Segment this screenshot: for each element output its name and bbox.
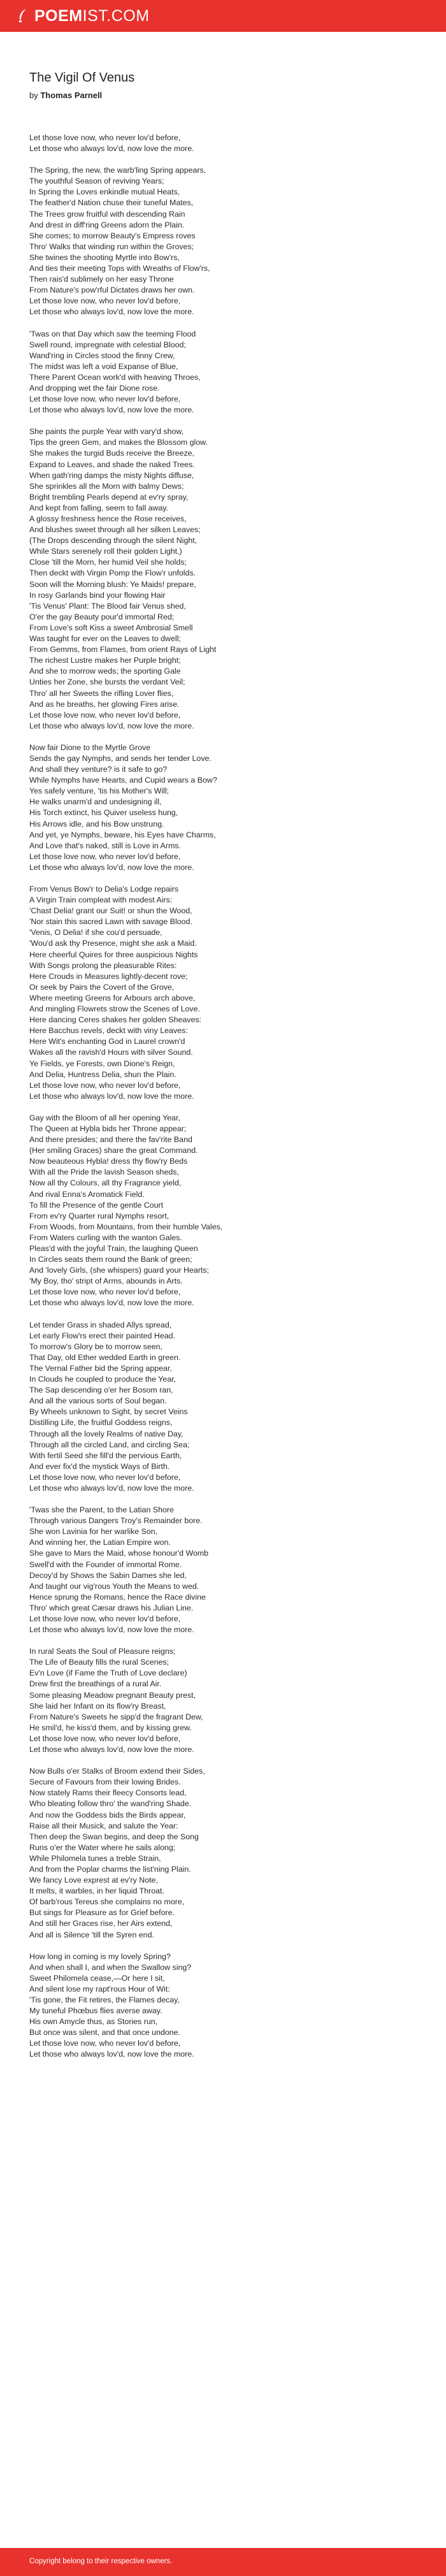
poem-line: She comes; to morrow Beauty's Empress roves (29, 231, 196, 240)
poem-line: The feather'd Nation chuse their tuneful Mates, (29, 198, 194, 208)
poem-line: And drest in diff'ring Greens adorn the Plain. (29, 220, 185, 229)
poem-line: While Stars serenely roll their golden Light,) (29, 547, 182, 556)
poem-line: Was taught for ever on the Leaves to dwell; (29, 634, 181, 644)
poem-line: Let those who always lov'd, now love the more. (29, 1625, 194, 1635)
poem-line: 'My Boy, tho' stript of Arms, abounds in Arts. (29, 1277, 183, 1286)
poem-line: Expand to Leaves, and shade the naked Trees. (29, 459, 195, 469)
logo-text-bold: POEM (34, 7, 83, 25)
poem-line: And blushes sweet through all her silken Leaves; (29, 525, 201, 535)
poem-line: He walks unarm'd and undesigning ill, (29, 797, 162, 807)
poem-line: Gay with the Bloom of all her opening Year, (29, 1113, 180, 1122)
poem-line: And silent lose my rapt'rous Hour of Wit: (29, 1984, 170, 1994)
site-footer (0, 2548, 446, 2576)
poem-line: Let those who always lov'd, now love the more. (29, 1298, 194, 1308)
poem-line: And still her Graces rise, her Airs extend, (29, 1919, 173, 1928)
stanza (29, 742, 412, 873)
quill-pen-icon (17, 8, 29, 24)
poem-line: From Love's soft Kiss a sweet Ambrosial Smell (29, 623, 193, 632)
poem-line: Let tender Grass in shaded Allys spread, (29, 1320, 172, 1329)
poem-line: With fertil Seed she fill'd the pervious Earth, (29, 1451, 182, 1460)
stanza (29, 884, 412, 1102)
poem-line: Where meeting Greens for Arbours arch above, (29, 993, 196, 1002)
poem-line: He smil'd, he kiss'd them, and by kissing grew. (29, 1723, 192, 1732)
poem-line: We fancy Love exprest at ev'ry Note, (29, 1876, 158, 1885)
poem-line: Let early Flow'rs erect their painted Head. (29, 1331, 175, 1340)
poem-line: Ye Fields, ye Forests, own Dione's Reign, (29, 1059, 175, 1068)
poem-line: And when shall I, and when the Swallow sing? (29, 1962, 192, 1972)
poem-line: Distilling Life, the fruitful Goddess reigns, (29, 1418, 173, 1428)
poem-line: Hence sprung the Romans, hence the Race divine (29, 1592, 206, 1602)
poem-line: The Spring, the new, the warb'ling Spring appears, (29, 166, 206, 175)
poem-line: Let those who always lov'd, now love the more. (29, 144, 194, 154)
poem-body (29, 133, 412, 2071)
poem-line: And now the Goddess bids the Birds appear, (29, 1810, 186, 1820)
by-label: by (29, 90, 38, 100)
poem-line: His Torch extinct, his Quiver useless hung, (29, 808, 178, 818)
poem-line: Let those love now, who never lov'd before, (29, 851, 181, 861)
stanza (29, 426, 412, 732)
poem-line: When gath'ring damps the misty Nights diffuse, (29, 470, 194, 480)
poem-line: A Virgin Train compleat with modest Airs: (29, 895, 173, 905)
poem-line: Soon will the Morning blush: Ye Maids! prepare, (29, 579, 196, 589)
poem-line: And from the Poplar charms the list'ning Plain. (29, 1864, 191, 1874)
poem-line: Bright trembling Pearls depend at ev'ry spray, (29, 492, 189, 502)
poem-line: 'Twas she the Parent, to the Latian Shore (29, 1505, 174, 1515)
poem-line: And kept from falling, seem to fall away. (29, 503, 169, 512)
stanza (29, 133, 412, 154)
poem-line: Let those love now, who never lov'd before, (29, 394, 181, 404)
poem-line: Here cheerful Quires for three auspicious Nights (29, 950, 198, 959)
poem-line: Some pleasing Meadow pregnant Beauty prest, (29, 1690, 196, 1700)
poem-line: But sings for Pleasure as for Grief before. (29, 1908, 175, 1918)
site-header (0, 0, 446, 32)
poem-line: From Venus Bow'r to Delia's Lodge repairs (29, 885, 179, 894)
poem-line: And there presides; and there the fav'rite Band (29, 1135, 192, 1145)
stanza (29, 1766, 412, 1941)
poem-line: Sends the gay Nymphs, and sends her tender Love. (29, 753, 212, 763)
poem-line: Here Crouds in Measures lightly-decent rove; (29, 971, 188, 981)
poem-line: Of barb'rous Tereus she complains no more, (29, 1897, 185, 1907)
poem-line: In rural Seats the Soul of Pleasure reigns; (29, 1647, 176, 1656)
poem-line: In Clouds he coupled to produce the Year, (29, 1375, 176, 1384)
poem-line: Through all the circled Land, and circling Sea; (29, 1440, 190, 1449)
poem-line: Now stately Rams their fleecy Consorts lead, (29, 1788, 187, 1798)
poem-line: Then deckt with Virgin Pomp the Flow'r unfolds. (29, 568, 196, 578)
poem-line: And all is Silence 'till the Syren end. (29, 1930, 154, 1939)
poem-line: She paints the purple Year with vary'd show, (29, 427, 184, 437)
poem-line: Through various Dangers Troy's Remainder bore. (29, 1516, 203, 1526)
poem-line: Wakes all the ravish'd Hours with silver Sound. (29, 1048, 193, 1057)
poem-line: 'Venis, O Delia! if she cou'd persuade, (29, 928, 162, 937)
poem-line: It melts, it warbles, in her liquid Throat. (29, 1886, 164, 1896)
author-link[interactable]: Thomas Parnell (40, 90, 103, 100)
poem-line: Through all the lovely Realms of native Day, (29, 1429, 183, 1438)
poem-line: In rosy Garlands bind your flowing Hair (29, 590, 166, 600)
poem-line: Tips the green Gem, and makes the Blossom glow. (29, 438, 208, 447)
poem-line: Runs o'er the Water where he sails along; (29, 1842, 176, 1852)
poem-line: She sprinkles all the Morn with balmy Dews; (29, 481, 184, 491)
stanza (29, 329, 412, 416)
poem-line: Sweet Philomela cease,—Or here I sit, (29, 1973, 165, 1983)
poem-line: With Songs prolong the pleasurable Rites: (29, 960, 177, 970)
poem-line: 'Twas on that Day which saw the teeming Flood (29, 329, 196, 338)
poem-line: Let those who always lov'd, now love the more. (29, 307, 194, 317)
poem-line: Let those love now, who never lov'd before, (29, 133, 181, 142)
poem-line: From Nature's pow'rful Dictates draws her own. (29, 286, 195, 295)
byline (29, 90, 102, 101)
poem-line: And rival Enna's Aromatick Field. (29, 1189, 145, 1199)
poem-line: She makes the turgid Buds receive the Breeze, (29, 449, 194, 458)
poem-line: A glossy freshness hence the Rose receives, (29, 514, 187, 523)
poem-line: She laid her Infant on its flow'ry Breast, (29, 1701, 166, 1711)
poem-line: The Queen at Hybla bids her Throne appear; (29, 1124, 187, 1133)
site-logo[interactable] (17, 7, 150, 25)
poem-line: Or seek by Pairs the Covert of the Grove, (29, 982, 175, 992)
poem-line: And mingling Flowrets strow the Scenes of Love. (29, 1004, 200, 1014)
poem-line: And 'lovely Girls, (she whispers) guard your Hearts; (29, 1266, 209, 1275)
poem-line: And Love that's naked, still is Love in Arms. (29, 841, 181, 850)
logo-text-thin: IST.COM (82, 7, 150, 25)
poem-line: That Day, old Ether wedded Earth in green. (29, 1352, 181, 1362)
poem-line: Thro' which great Cæsar draws his Julian Line. (29, 1603, 194, 1612)
poem-line: The Sap descending o'er her Bosom ran, (29, 1386, 173, 1395)
poem-line: Let those love now, who never lov'd before, (29, 1472, 181, 1482)
poem-line: From Nature's Sweets he sipp'd the fragrant Dew, (29, 1712, 203, 1721)
poem-line: The Life of Beauty fills the rural Scenes; (29, 1658, 169, 1667)
poem-line: Raise all their Musick, and salute the Year: (29, 1821, 178, 1830)
poem-line: 'Tis Venus' Plant: The Blood fair Venus shed, (29, 601, 186, 611)
poem-line: Swell'd with the Founder of immortal Rome. (29, 1559, 182, 1569)
poem-line: And ties their meeting Tops with Wreaths of Flow'rs, (29, 264, 210, 273)
poem-line: Unties her Zone, she bursts the verdant Veil; (29, 677, 185, 687)
poem-line: And shall they venture? is it safe to go? (29, 765, 168, 774)
poem-line: His Arrows idle, and his Bow unstrung. (29, 819, 164, 829)
poem-line: Let those who always lov'd, now love the more. (29, 862, 194, 872)
poem-line: There Parent Ocean work'd with heaving Throes, (29, 372, 201, 382)
poem-line: Thro' all her Sweets the rifling Lover flies, (29, 688, 174, 698)
poem-line: Here Bacchus revels, deckt with viny Leaves: (29, 1026, 188, 1036)
poem-line: While Philomela tunes a treble Strain, (29, 1853, 161, 1863)
poem-line: Ev'n Love (if Fame the Truth of Love declare) (29, 1668, 187, 1678)
poem-line: Let those who always lov'd, now love the more. (29, 721, 194, 730)
poem-line: The Vernal Father bid the Spring appear, (29, 1363, 172, 1373)
poem-line: Swell round, impregnate with celestial Blood; (29, 340, 186, 349)
poem-line: 'Wou'd ask thy Presence, might she ask a Maid. (29, 939, 197, 948)
poem-line: Yes safely venture, 'tis his Mother's Will; (29, 786, 169, 796)
poem-line: From Gemms, from Flames, from orient Rays of Light (29, 645, 217, 655)
poem-line: But once was silent, and that once undone. (29, 2028, 180, 2037)
poem-line: From Woods, from Mountains, from their humble Vales, (29, 1222, 223, 1231)
poem-line: Let those love now, who never lov'd before, (29, 1733, 181, 1743)
poem-line: With all the Pride the lavish Season sheds, (29, 1168, 179, 1177)
poem-line: Let those love now, who never lov'd before, (29, 710, 181, 720)
poem-line: And yet, ye Nymphs, beware, his Eyes have Charms, (29, 830, 216, 839)
poem-line: Now Bulls o'er Stalks of Broom extend their Sides, (29, 1767, 205, 1776)
poem-line: In Circles seats them round the Bank of green; (29, 1255, 192, 1264)
stanza (29, 1113, 412, 1309)
poem-line: Decoy'd by Shows the Sabin Dames she led, (29, 1570, 187, 1580)
poem-line: Let those who always lov'd, now love the more. (29, 1091, 194, 1101)
poem-line: From ev'ry Quarter rural Nymphs resort, (29, 1211, 169, 1220)
poem-line: Let those love now, who never lov'd before, (29, 1614, 181, 1623)
poem-line: From Waters curling with the wanton Gales. (29, 1233, 182, 1242)
poem-line: Secure of Favours from their lowing Brides. (29, 1777, 181, 1787)
poem-line: Here dancing Ceres shakes her golden Sheaves: (29, 1015, 202, 1025)
poem-line: She won Lavinia for her warlike Son, (29, 1527, 158, 1537)
poem-line: Let those love now, who never lov'd before, (29, 2039, 181, 2048)
poem-line: Let those love now, who never lov'd before, (29, 1080, 181, 1090)
logo-text (34, 7, 150, 25)
poem-line: In Spring the Loves enkindle mutual Heats, (29, 187, 180, 197)
poem-line: Wand'ring in Circles stood the finny Crew, (29, 351, 175, 360)
poem-line: Who bleating follow thro' the wand'ring Shade. (29, 1799, 192, 1809)
poem-line: Now beauteous Hybla! dress thy flow'ry Beds (29, 1157, 188, 1166)
poem-line: And all the various sorts of Soul began. (29, 1396, 167, 1406)
poem-line: Let those who always lov'd, now love the more. (29, 405, 194, 415)
poem-line: She twines the shooting Myrtle into Bow'rs, (29, 252, 180, 262)
stanza (29, 1951, 412, 2060)
poem-line: Then deep the Swan begins, and deep the Song (29, 1832, 199, 1841)
poem-line: And Delia, Huntress Delia, shun the Plain. (29, 1069, 176, 1079)
stanza (29, 1505, 412, 1635)
poem-line: Let those who always lov'd, now love the more. (29, 2050, 194, 2059)
copyright-notice: Copyright belong to their respective owners. (29, 2558, 173, 2565)
poem-line: Let those love now, who never lov'd before, (29, 296, 181, 306)
poem-line: Close 'till the Morn, her humid Veil she holds; (29, 558, 187, 567)
poem-line: And dropping wet the fair Dione rose. (29, 383, 160, 393)
poem-line: 'Chast Delia! grant our Suit! or shun the Wood, (29, 906, 192, 916)
poem-line: His own Amycle thus, as Stories run, (29, 2017, 158, 2027)
poem-line: Here Wit's enchanting God in Laurel crown'd (29, 1037, 185, 1046)
poem-line: To fill the Presence of the gentle Court (29, 1200, 164, 1210)
poem-line: The youthful Season of reviving Years; (29, 177, 164, 186)
poem-line: Then rais'd sublimely on her easy Throne (29, 275, 174, 284)
poem-line: Thro' Walks that winding run within the Groves; (29, 242, 194, 251)
poem-line: To morrow's Glory be to morrow seen, (29, 1342, 162, 1351)
stanza (29, 1320, 412, 1494)
poem-line: And she to morrow weds; the sporting Gale (29, 667, 181, 676)
poem-line: Let those who always lov'd, now love the more. (29, 1483, 194, 1493)
poem-line: Let those who always lov'd, now love the more. (29, 1745, 194, 1755)
poem-line: Now all thy Colours, all thy Fragrance yield, (29, 1178, 182, 1188)
poem-line: O'er the gay Beauty pour'd immortal Red; (29, 612, 175, 621)
poem-line: Now fair Dione to the Myrtle Grove (29, 742, 151, 752)
poem-line: Let those love now, who never lov'd before, (29, 1287, 181, 1297)
poem-line: The Trees grow fruitful with descending Rain (29, 209, 185, 219)
poem-line: And ever fix'd the mystick Ways of Birth. (29, 1461, 170, 1471)
poem-line: My tuneful Phœbus flies averse away. (29, 2006, 162, 2016)
poem-line: And taught our vig'rous Youth the Means to wed. (29, 1581, 199, 1591)
poem-line: 'Nor stain this sacred Lawn with savage Blood. (29, 917, 192, 927)
poem-title: The Vigil Of Venus (29, 71, 135, 85)
stanza (29, 1646, 412, 1755)
poem-line: (The Drops descending through the silent Night, (29, 536, 198, 546)
poem-line: And winning her, the Latian Empire won. (29, 1538, 171, 1547)
poem-line: And as he breaths, her glowing Fires arise. (29, 699, 180, 709)
poem-line: (Her smiling Graces) share the great Command. (29, 1146, 198, 1155)
poem-line: Pleas'd with the joyful Train, the laughing Queen (29, 1244, 198, 1253)
poem-line: The richest Lustre makes her Purple bright; (29, 656, 181, 665)
poem-line: She gave to Mars the Maid, whose honour'd Womb (29, 1549, 209, 1558)
stanza (29, 165, 412, 317)
poem-line: The midst was left a void Expanse of Blue, (29, 361, 178, 371)
poem-line: Drew first the breathings of a rural Air. (29, 1679, 162, 1689)
poem-line: While Nymphs have Hearts, and Cupid wears a Bow? (29, 776, 217, 785)
poem-line: 'Tis gone, the Fit retires, the Flames decay, (29, 1995, 180, 2004)
poem-line: By Wheels unknown to Sight, by secret Veins (29, 1407, 188, 1417)
poem-line: How long in coming is my lovely Spring? (29, 1951, 171, 1961)
